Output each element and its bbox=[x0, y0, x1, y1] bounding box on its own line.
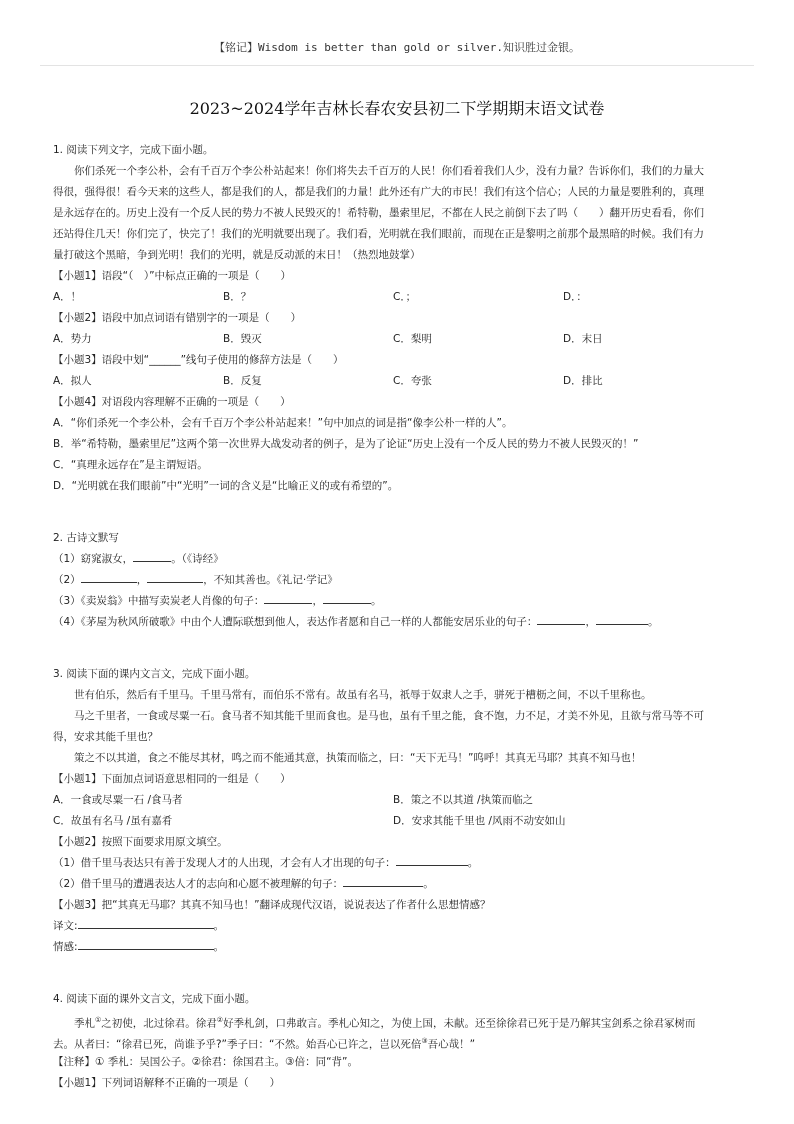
q1-passage-line: 还站得住几天！你们完了，快完了！我们的光明就要出现了。我们看，光明就在我们眼前，而现在正是黎明之前那个最黑暗的时候。我们有力 bbox=[53, 228, 704, 240]
q1-sub1-stem: 【小题1】语段“（ ）”中标点正确的一项是（ ） bbox=[53, 270, 292, 282]
option-a[interactable]: A．！ bbox=[53, 291, 82, 303]
q3-sub2-line-2: （2）借千里马的遭遇表达人才的志向和心愿不被理解的句子： 。 bbox=[53, 874, 743, 895]
q3-sub2-line-1: （1）借千里马表达只有善于发现人才的人出现，才会有人才出现的句子： 。 bbox=[53, 853, 743, 874]
option-b[interactable]: B．毁灭 bbox=[223, 333, 262, 345]
option-a[interactable]: A．势力 bbox=[53, 333, 92, 345]
option-d[interactable]: D．安求其能千里也 /风雨不动安如山 bbox=[393, 815, 566, 827]
answer-blank[interactable] bbox=[596, 612, 648, 625]
q4-sub1-stem: 【小题1】下列词语解释不正确的一项是（ ） bbox=[53, 1077, 281, 1089]
q4-passage-line: 去。从者曰：“徐君已死，尚谁予乎?”季子曰：“不然。始吾心已许之，岂以死倍③吾心哉！” bbox=[53, 1037, 476, 1051]
q3-sub1-stem: 【小题1】下面加点词语意思相同的一组是（ ） bbox=[53, 773, 291, 785]
q2-line-4: （4）《茅屋为秋风所破歌》中由个人遭际联想到他人，表达作者愿和自己一样的人都能安居乐业的句子： ， 。 bbox=[53, 612, 743, 633]
answer-blank[interactable] bbox=[264, 591, 312, 604]
q1-heading: 1. 阅读下列文字，完成下面小题。 bbox=[53, 144, 214, 156]
option-a[interactable]: A．一食或尽粟一石 /食马者 bbox=[53, 794, 183, 806]
q1-sub1-options bbox=[53, 287, 743, 308]
option-d[interactable]: D．“光明就在我们眼前”中“光明”一词的含义是“比喻正义的或有希望的”。 bbox=[53, 480, 399, 492]
page-title: 2023~2024学年吉林长春农安县初二下学期期末语文试卷 bbox=[189, 99, 605, 118]
header-divider bbox=[40, 65, 754, 66]
answer-blank[interactable] bbox=[147, 570, 203, 583]
q3-translation-line: 译文: 。 bbox=[53, 916, 743, 937]
q3-heading: 3. 阅读下面的课内文言文，完成下面小题。 bbox=[53, 668, 256, 680]
q2-line-3: （3）《卖炭翁》中描写卖炭老人肖像的句子： ， 。 bbox=[53, 591, 743, 612]
q1-passage-line: 得很，强得很！看今天来的这些人，都是我们的人，都是我们的力量！此外还有广大的市民！我们有这个信心；人民的力量是要胜利的，真理 bbox=[53, 186, 704, 198]
q1-sub3-options bbox=[53, 371, 743, 392]
q3-passage-line: 马之千里者，一食或尽粟一石。食马者不知其能千里而食也。是马也，虽有千里之能，食不饱，力不足，才美不外见，且欲与常马等不可 bbox=[74, 710, 704, 722]
q4-heading: 4. 阅读下面的课外文言文，完成下面小题。 bbox=[53, 993, 256, 1005]
option-c[interactable]: C．； bbox=[393, 291, 417, 303]
answer-blank[interactable] bbox=[78, 916, 214, 929]
q1-passage-line: 是永远存在的。历史上没有一个反人民的势力不被人民毁灭的！希特勒，墨索里尼，不都在人民之前倒下去了吗（ ）翻开历史看看，你们 bbox=[53, 207, 704, 219]
answer-blank[interactable] bbox=[537, 612, 585, 625]
q3-passage-line: 策之不以其道，食之不能尽其材，鸣之而不能通其意，执策而临之，曰：“天下无马！”呜呼！其真无马耶？其真不知马也！ bbox=[74, 752, 642, 764]
option-d[interactable]: D．末日 bbox=[563, 333, 603, 345]
option-d[interactable]: D．排比 bbox=[563, 375, 603, 387]
q3-passage-line: 得，安求其能千里也？ bbox=[53, 731, 158, 743]
q1-sub4-stem: 【小题4】对语段内容理解不正确的一项是（ ） bbox=[53, 396, 291, 408]
q1-sub2-options bbox=[53, 329, 743, 350]
answer-blank[interactable] bbox=[78, 937, 214, 950]
q2-line-2: （2） ， ，不知其善也。《礼记·学记》 bbox=[53, 570, 743, 591]
answer-blank[interactable] bbox=[323, 591, 371, 604]
option-a[interactable]: A．拟人 bbox=[53, 375, 92, 387]
q3-sub3-stem: 【小题3】把“其真无马耶？其真不知马也！”翻译成现代汉语，说说表达了作者什么思想情感？ bbox=[53, 899, 491, 911]
q1-passage-line: 量打破这个黑暗，争到光明！我们的光明，就是反动派的末日！（热烈地鼓掌） bbox=[53, 249, 421, 261]
option-c[interactable]: C．梨明 bbox=[393, 333, 432, 345]
option-b[interactable]: B．策之不以其道 /执策而临之 bbox=[393, 794, 534, 806]
q1-sub2-stem: 【小题2】语段中加点词语有错别字的一项是（ ） bbox=[53, 312, 302, 324]
q4-annotation: 【注释】① 季札：吴国公子。②徐君：徐国君主。③倍：同“背”。 bbox=[53, 1056, 358, 1068]
answer-blank[interactable] bbox=[343, 874, 423, 887]
option-b[interactable]: B．反复 bbox=[223, 375, 262, 387]
q3-emotion-line: 情感: 。 bbox=[53, 937, 743, 958]
q3-sub1-options-row1 bbox=[53, 790, 743, 811]
header-motto: 【铭记】Wisdom is better than gold or silver.知识胜过金银。 bbox=[213, 41, 581, 54]
q3-sub2-stem: 【小题2】按照下面要求用原文填空。 bbox=[53, 836, 228, 848]
option-d[interactable]: D．： bbox=[563, 291, 587, 303]
exam-content bbox=[53, 140, 743, 1094]
q1-passage-line: 你们杀死一个李公朴，会有千百万个李公朴站起来！你们将失去千百万的人民！你们看着我们人少，没有力量？告诉你们，我们的力量大 bbox=[74, 165, 704, 177]
option-b[interactable]: B．举“希特勒，墨索里尼”这两个第一次世界大战发动者的例子，是为了论证“历史上没有一个反人民的势力不被人民毁灭的！” bbox=[53, 438, 639, 450]
q3-passage-line: 世有伯乐，然后有千里马。千里马常有，而伯乐不常有。故虽有名马，祇辱于奴隶人之手，骈死于槽枥之间，不以千里称也。 bbox=[74, 689, 652, 701]
option-c[interactable]: C．故虽有名马 /虽有嘉肴 bbox=[53, 815, 173, 827]
option-a[interactable]: A．“你们杀死一个李公朴，会有千百万个李公朴站起来！”句中加点的词是指“像李公朴一样的人”。 bbox=[53, 417, 513, 429]
option-b[interactable]: B．？ bbox=[223, 291, 252, 303]
q2-line-1: （1）窈窕淑女， 。（《诗经》 bbox=[53, 549, 743, 570]
option-c[interactable]: C．“真理永远存在”是主谓短语。 bbox=[53, 459, 208, 471]
q2-heading: 2. 古诗文默写 bbox=[53, 532, 119, 544]
answer-blank[interactable] bbox=[396, 853, 468, 866]
q4-passage-line: 季札①之初使，北过徐君。徐君②好季札剑，口弗敢言。季札心知之，为使上国，未献。还至徐徐君已死于是乃解其宝剑系之徐君冢树而 bbox=[74, 1016, 696, 1030]
answer-blank[interactable] bbox=[81, 570, 137, 583]
q1-sub3-stem: 【小题3】语段中划“______”线句子使用的修辞方法是（ ） bbox=[53, 354, 344, 366]
q3-sub1-options-row2 bbox=[53, 811, 743, 832]
answer-blank[interactable] bbox=[133, 549, 171, 562]
option-c[interactable]: C．夸张 bbox=[393, 375, 432, 387]
